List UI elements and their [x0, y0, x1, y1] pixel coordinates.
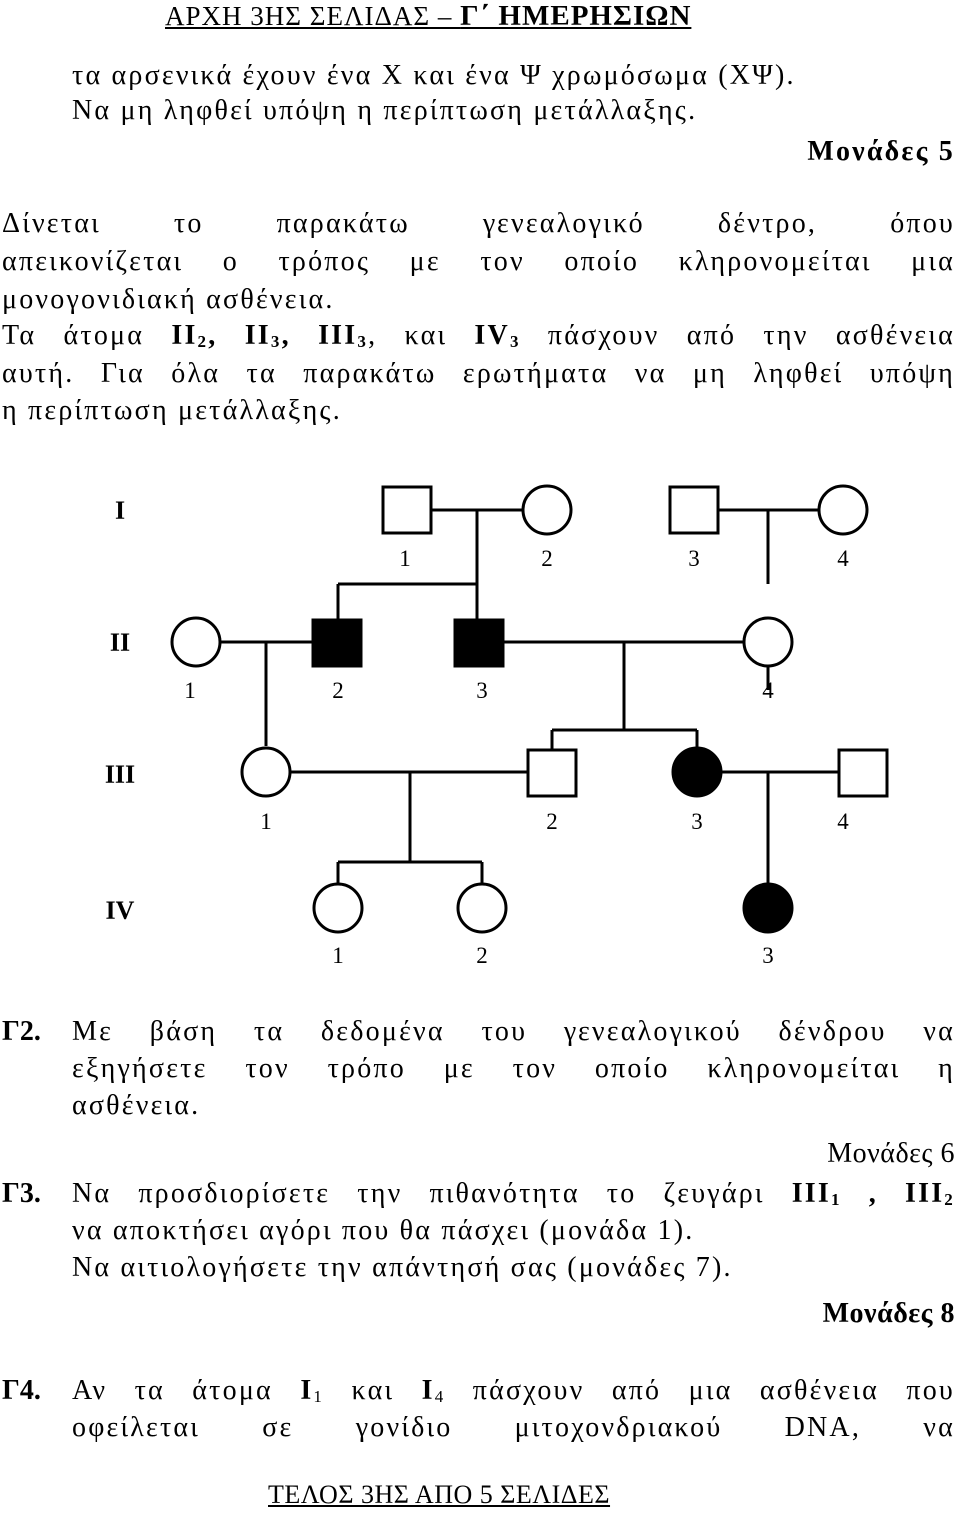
gen1-number-3: 3	[688, 546, 700, 571]
gen4-number-2: 2	[476, 943, 488, 968]
header-prefix: ΑΡΧΗ 3ΗΣ ΣΕΛΙΔΑΣ –	[165, 1, 461, 31]
intro-marks: Μονάδες 5	[807, 136, 955, 167]
gen1-number-1: 1	[399, 546, 411, 571]
g4-label: Γ4.	[2, 1375, 41, 1406]
gen4-female-2	[458, 884, 506, 932]
paragraph-line-5: αυτή. Για όλα τα παρακάτω ερωτήματα να μη ληφθεί υπόψη	[2, 358, 955, 389]
intro-line-2: Να μη ληφθεί υπόψη η περίπτωση μετάλλαξης.	[72, 95, 698, 126]
g4-line-2: οφείλεται σε γονίδιο μιτοχονδριακού DNA, να	[72, 1412, 955, 1443]
paragraph-line-6: η περίπτωση μετάλλαξης.	[2, 395, 342, 426]
paragraph-line-1: Δίνεται το παρακάτω γενεαλογικό δέντρο, όπου	[2, 208, 955, 239]
paragraph-line-4: Τα άτομα $II_2$, $II_3$, $III_3$, και $IV_3$ πάσχουν από την ασθένεια	[2, 320, 955, 351]
gen1-female-2	[523, 486, 571, 534]
gen3-female-1	[242, 748, 290, 796]
g2-marks: Μονάδες 6	[827, 1138, 955, 1169]
pedigree-lines	[220, 510, 838, 885]
individual-II-label: ΙΙ	[171, 320, 198, 351]
g3-line-3: Να αιτιολογήσετε την απάντησή σας (μονάδες 7).	[72, 1252, 733, 1283]
generation-label-2: ΙΙ	[109, 628, 131, 657]
gen2-number-3: 3	[476, 678, 488, 703]
g2-line-2: εξηγήσετε τον τρόπο με τον οποίο κληρονομείται η	[72, 1053, 955, 1084]
gen2-affected-male-2	[313, 620, 361, 666]
gen4-number-1: 1	[332, 943, 344, 968]
gen3-male-2	[528, 750, 576, 796]
gen4-number-3: 3	[762, 943, 774, 968]
gen2-female-1	[172, 618, 220, 666]
generation-label-3: ΙΙΙ	[104, 760, 136, 789]
gen3-affected-female-3	[673, 748, 721, 796]
gen2-number-2: 2	[332, 678, 344, 703]
paragraph-line-2: απεικονίζεται ο τρόπος με τον οποίο κληρονομείται μια	[2, 246, 955, 277]
gen2-number-1: 1	[184, 678, 196, 703]
g2-line-1: Με βάση τα δεδομένα του γενεαλογικού δένδρου να	[72, 1016, 955, 1047]
gen1-male-3	[670, 487, 718, 533]
gen2-number-4: 4	[762, 678, 774, 703]
gen3-male-4	[839, 750, 887, 796]
gen2-female-4	[744, 618, 792, 666]
generation-label-1: Ι	[114, 496, 126, 525]
gen4-female-1	[314, 884, 362, 932]
page-footer: ΤΕΛΟΣ 3ΗΣ ΑΠΟ 5 ΣΕΛΙΔΕΣ	[268, 1480, 611, 1509]
gen1-number-2: 2	[541, 546, 553, 571]
g3-line-1: Να προσδιορίσετε την πιθανότητα το ζευγάρι $III_1$ , $III_2$	[72, 1178, 955, 1209]
g3-marks: Μονάδες 8	[822, 1298, 955, 1329]
g2-line-3: ασθένεια.	[72, 1090, 201, 1121]
gen3-number-2: 2	[546, 809, 558, 834]
pedigree-symbols	[172, 486, 887, 932]
page-header	[165, 0, 691, 33]
gen4-affected-female-3	[744, 884, 792, 932]
header-bold: Γ΄ ΗΜΕΡΗΣΙΩΝ	[460, 0, 692, 32]
gen3-number-3: 3	[691, 809, 703, 834]
paragraph-line-3: μονογονιδιακή ασθένεια.	[2, 284, 335, 315]
gen1-number-4: 4	[837, 546, 849, 571]
gen3-number-4: 4	[837, 809, 849, 834]
gen1-male-1	[383, 487, 431, 533]
gen2-affected-male-3	[455, 620, 503, 666]
gen1-female-4	[819, 486, 867, 534]
intro-line-1: τα αρσενικά έχουν ένα Χ και ένα Ψ χρωμόσωμα (ΧΨ).	[72, 60, 796, 91]
g3-line-2: να αποκτήσει αγόρι που θα πάσχει (μονάδα 1).	[72, 1215, 695, 1246]
g3-label: Γ3.	[2, 1178, 41, 1209]
g2-label: Γ2.	[2, 1016, 41, 1047]
g4-line-1: Αν τα άτομα $I_1$ και $I_4$ πάσχουν από μια ασθένεια που	[72, 1375, 955, 1406]
pedigree-chart	[0, 460, 960, 1000]
generation-label-4: ΙV	[105, 896, 135, 925]
gen3-number-1: 1	[260, 809, 272, 834]
